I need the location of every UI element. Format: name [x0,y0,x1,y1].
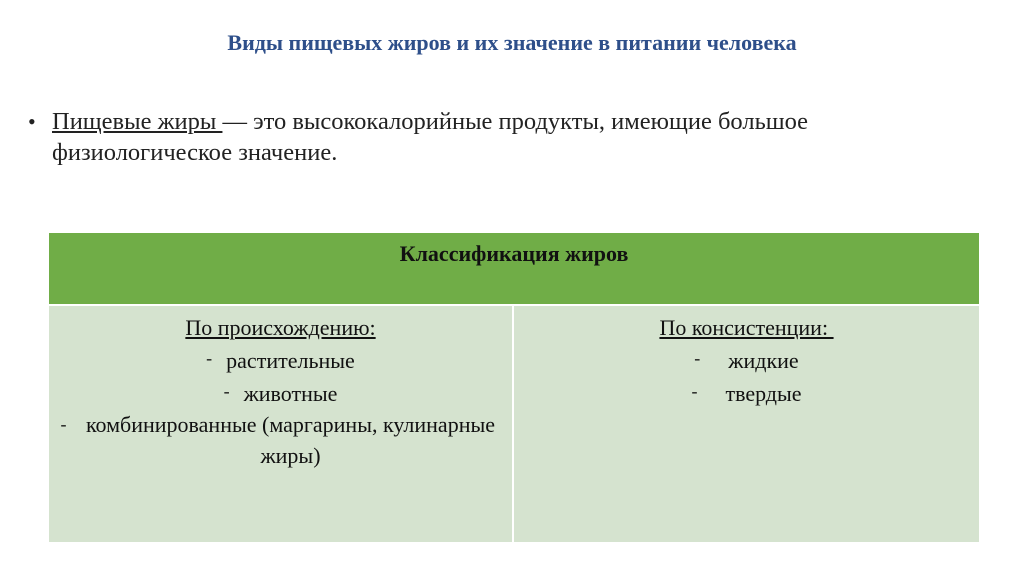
dash-icon: - [694,348,701,368]
table-header-title: Классификация жиров [399,241,629,266]
definition-bullet [28,106,988,168]
consistency-heading: По консистенции: [659,315,834,340]
consistency-list [514,343,979,409]
table-body-row [49,306,979,542]
list-item [49,343,512,376]
list-item [49,409,512,471]
table-header [49,233,979,304]
bullet-icon: • [28,109,36,134]
dash-icon: - [206,348,213,368]
list-item-label: твердые [725,381,802,406]
list-item [514,343,979,376]
origin-cell [49,306,512,542]
dash-icon: - [223,381,230,401]
consistency-cell [514,306,979,542]
classification-table [49,233,979,542]
definition-text [52,106,988,168]
dash-icon: - [60,414,67,434]
slide-title: Виды пищевых жиров и их значение в питании человека [227,30,797,55]
list-item [49,376,512,409]
list-item [514,376,979,409]
list-item-label: жидкие [728,348,799,373]
list-item-label: растительные [226,348,355,373]
definition-term: Пищевые жиры [52,108,223,135]
origin-list [49,343,512,471]
list-item-label: комбинированные (маргарины, кулинарные жиры) [85,412,496,468]
origin-heading: По происхождению: [185,315,376,340]
definition-body: — это высококалорийные продукты, имеющие большое физиологическое значение. [52,108,809,166]
list-item-label: животные [243,381,338,406]
dash-icon: - [691,381,698,401]
